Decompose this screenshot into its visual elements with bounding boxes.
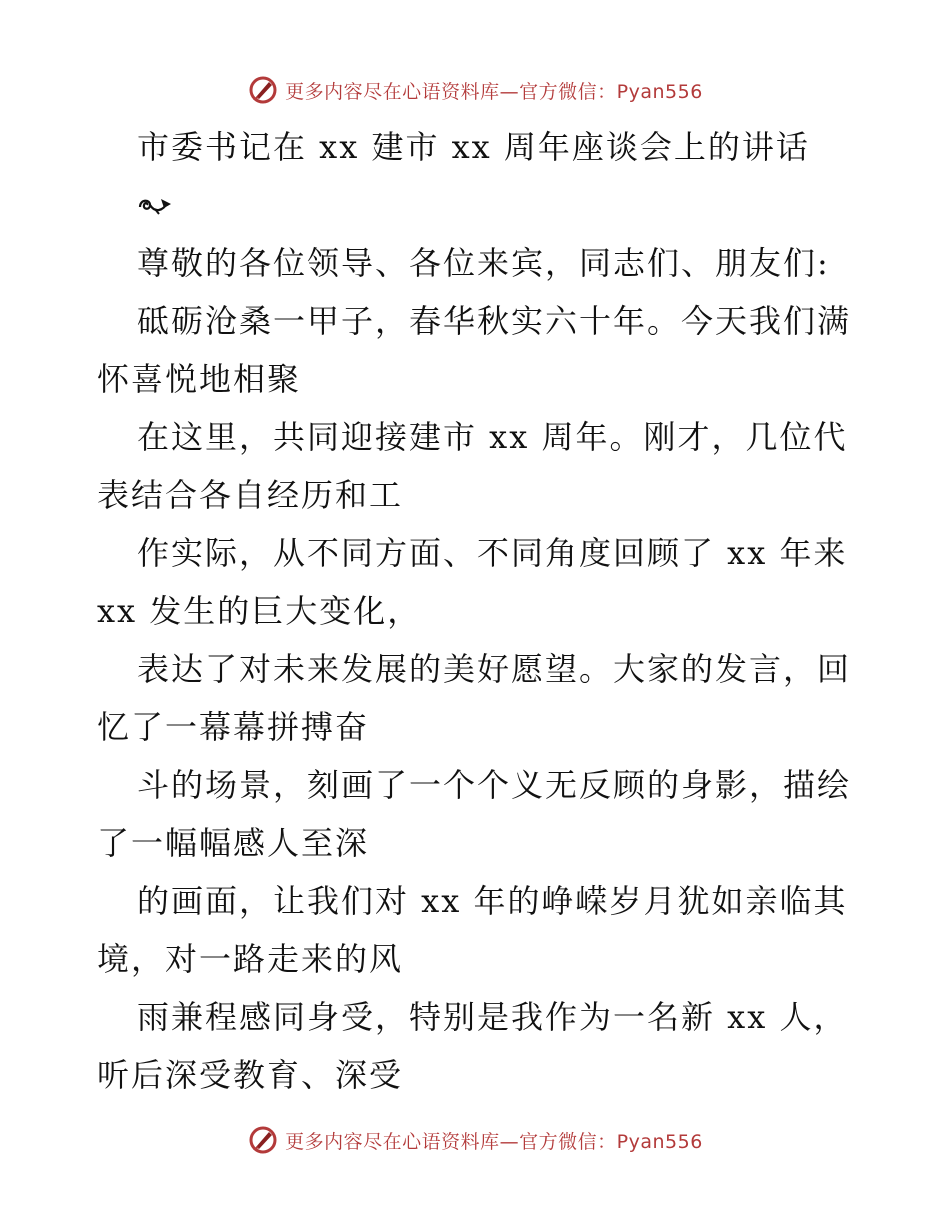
footer-watermark [0,1120,950,1160]
brush-logo-icon [247,1124,279,1156]
text-line: 的画面，让我们对 xx 年的峥嵘岁月犹如亲临其 [137,882,848,920]
text-line: 尊敬的各位领导、各位来宾，同志们、朋友们: [137,244,830,282]
watermark-text: 更多内容尽在心语资料库—官方微信：Pyan556 [285,1130,703,1153]
text-line: 境，对一路走来的风 [97,940,404,978]
text-line: 作实际，从不同方面、不同角度回顾了 xx 年来 [137,534,848,572]
text-line: xx 发生的巨大变化， [97,592,422,630]
text-line: 在这里，共同迎接建市 xx 周年。刚才，几位代 [137,418,848,456]
text-line: 表达了对未来发展的美好愿望。大家的发言，回 [137,650,852,688]
text-line: 表结合各自经历和工 [97,476,404,514]
text-line: 怀喜悦地相聚 [97,360,302,398]
text-line: 忆了一幕幕拼搏奋 [97,708,370,746]
header-watermark [0,70,950,110]
text-line: 雨兼程感同身受，特别是我作为一名新 xx 人， [137,998,848,1036]
document-title: 市委书记在 xx 建市 xx 周年座谈会上的讲话 [137,128,810,166]
brush-logo-icon [247,74,279,106]
text-line: 砥砺沧桑一甲子，春华秋实六十年。今天我们满 [137,302,852,340]
text-line: 了一幅幅感人至深 [97,824,370,862]
text-line: 斗的场景，刻画了一个个义无反顾的身影，描绘 [137,766,852,804]
watermark-text: 更多内容尽在心语资料库—官方微信：Pyan556 [285,80,703,103]
paragraph-lines [97,234,857,1104]
document-body [97,118,857,1104]
flourish-icon [137,193,173,217]
ornament-row [97,176,857,234]
text-line: 听后深受教育、深受 [97,1056,404,1094]
